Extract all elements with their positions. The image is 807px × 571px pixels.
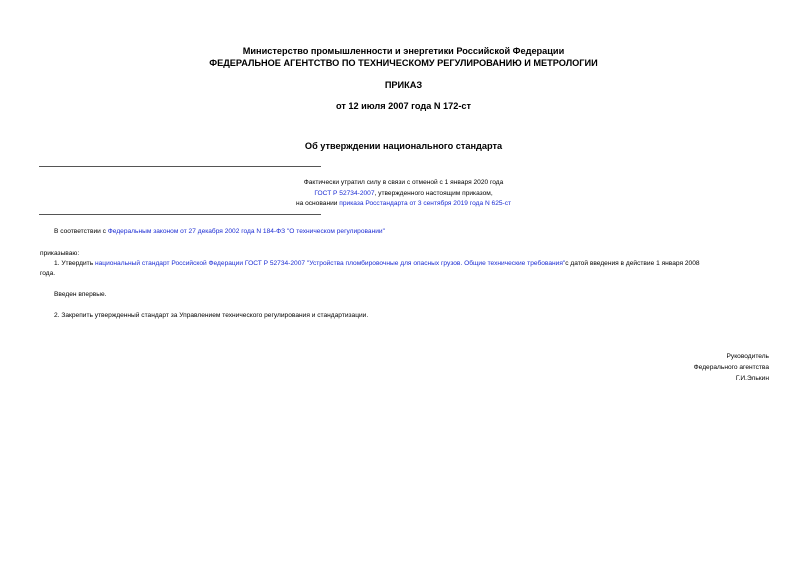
agency-title: ФЕДЕРАЛЬНОЕ АГЕНТСТВО ПО ТЕХНИЧЕСКОМУ РЕГУЛИРОВАНИЮ И МЕТРОЛОГИИ <box>209 58 598 68</box>
status-note-line3-prefix: на основании <box>295 200 340 207</box>
item1-suffix: с датой введения в действие 1 января 2008 <box>565 260 700 267</box>
ministry-title: Министерство промышленности и энергетики Российской Федерации <box>242 46 565 56</box>
order-word: приказываю: <box>40 250 80 257</box>
document-type: ПРИКАЗ <box>384 80 423 90</box>
basis-prefix: В соответствии с <box>54 228 108 235</box>
item1-continuation: года. <box>40 270 56 277</box>
document-subject: Об утверждении национального стандарта <box>304 141 503 151</box>
status-note-line2 <box>0 189 807 198</box>
status-note-line2-text: , утвержденного настоящим приказом, <box>374 190 493 197</box>
gost-link[interactable]: ГОСТ Р 52734-2007 <box>314 190 375 197</box>
introduced-note: Введен впервые. <box>54 291 107 298</box>
status-note-line3 <box>0 199 807 208</box>
item1-paragraph <box>54 259 770 269</box>
rosstandart-order-link[interactable]: приказа Росстандарта от 3 сентября 2019 года N 625-ст <box>339 200 512 207</box>
basis-paragraph <box>54 227 784 237</box>
document-date-number: от 12 июля 2007 года N 172-ст <box>335 101 472 111</box>
signature-title1: Руководитель <box>726 353 769 360</box>
divider-bottom <box>39 214 321 215</box>
item1-prefix: 1. Утвердить <box>54 260 95 267</box>
federal-law-link[interactable]: Федеральным законом от 27 декабря 2002 года N 184-ФЗ "О техническом регулировании" <box>107 228 385 235</box>
signature-name: Г.И.Элькин <box>735 375 769 382</box>
item2-paragraph: 2. Закрепить утвержденный стандарт за Управлением технического регулирования и стандартизации. <box>54 312 369 319</box>
signature-title2: Федерального агентства <box>693 364 769 371</box>
status-note-line1: Фактически утратил силу в связи с отменой с 1 января 2020 года <box>303 179 504 186</box>
divider-top <box>39 166 321 167</box>
national-standard-link[interactable]: национальный стандарт Российской Федерации ГОСТ Р 52734-2007 "Устройства пломбировочные для опасных грузов. Общие технические требования" <box>94 260 566 267</box>
